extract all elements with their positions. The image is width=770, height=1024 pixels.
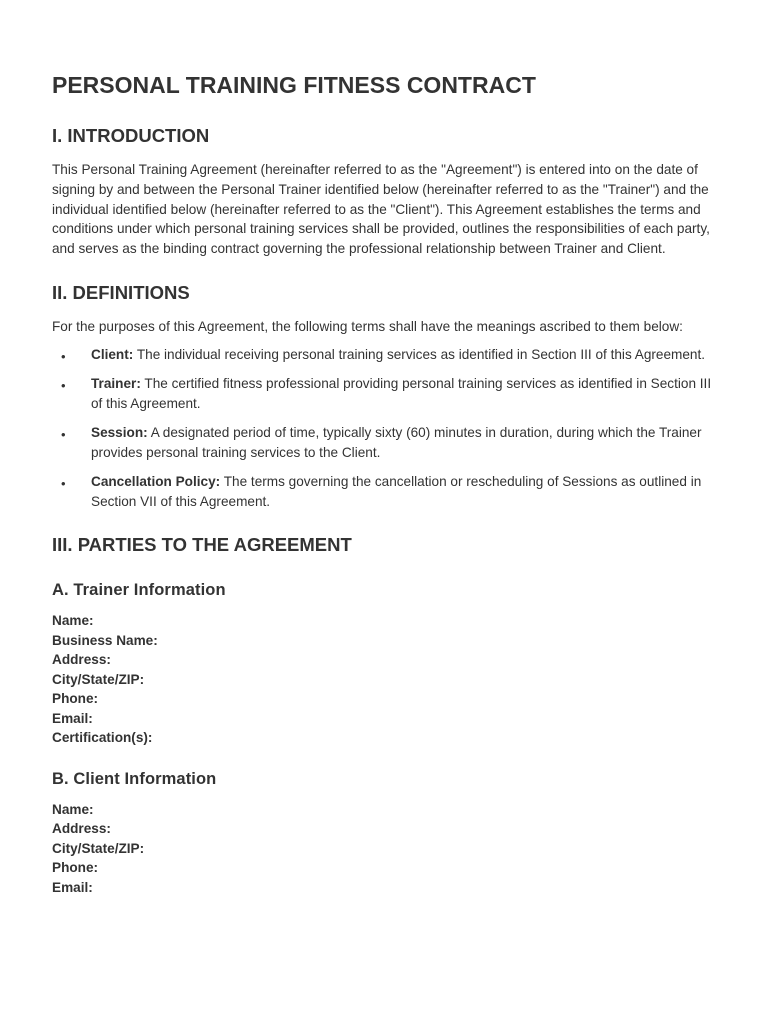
definition-text: The terms governing the cancellation or rescheduling of Sessions as outlined in Section VII of this Agreement. xyxy=(91,474,702,510)
definition-term: Cancellation Policy: xyxy=(91,474,221,490)
trainer-name-label: Name: xyxy=(52,613,94,629)
definition-item-client xyxy=(52,345,720,365)
parties-section xyxy=(52,533,720,897)
trainer-information-heading: A. Trainer Information xyxy=(52,581,226,600)
bullet-icon: • xyxy=(61,427,66,443)
definition-text: A designated period of time, typically sixty (60) minutes in duration, during which the Trainer provides personal training services to the Client. xyxy=(91,425,702,460)
trainer-phone-label: Phone: xyxy=(52,691,99,707)
definitions-heading: II. DEFINITIONS xyxy=(52,281,190,303)
definitions-section xyxy=(52,281,720,512)
trainer-information-block xyxy=(52,579,720,748)
bullet-icon: • xyxy=(61,348,66,364)
client-name-label: Name: xyxy=(52,801,94,817)
definitions-list xyxy=(52,345,720,512)
client-city-state-zip-label: City/State/ZIP: xyxy=(52,840,145,856)
client-information-block xyxy=(52,768,720,898)
bullet-icon: • xyxy=(61,378,66,394)
client-phone-label: Phone: xyxy=(52,860,99,876)
trainer-city-state-zip-label: City/State/ZIP: xyxy=(52,671,145,687)
definition-term: Trainer: xyxy=(91,376,141,392)
client-information-heading: B. Client Information xyxy=(52,769,217,788)
trainer-business-name-label: Business Name: xyxy=(52,632,158,648)
client-address-label: Address: xyxy=(52,821,111,837)
parties-heading: III. PARTIES TO THE AGREEMENT xyxy=(52,534,352,556)
introduction-heading: I. INTRODUCTION xyxy=(52,125,210,146)
definition-item-session xyxy=(52,423,720,463)
definition-text: The individual receiving personal training services as identified in Section III of this Agreement. xyxy=(133,346,706,362)
introduction-text: This Personal Training Agreement (hereinafter referred to as the "Agreement") is entered into on the date of signing by and between the Personal Trainer identified below (hereinafter referred to as the "Trainer") and the individual identified below (hereinafter referred to as the "Client"). This Agreement establishes the terms and conditions under which personal training services shall be provided, outlines the responsibilities of each party, and serves as the binding contract governing the professional relationship between Trainer and Client. xyxy=(52,162,710,257)
trainer-certifications-label: Certification(s): xyxy=(52,730,153,746)
bullet-icon: • xyxy=(61,476,66,492)
definition-term: Client: xyxy=(91,346,134,362)
contract-page xyxy=(52,70,720,897)
trainer-email-label: Email: xyxy=(52,710,93,726)
definition-item-trainer xyxy=(52,374,720,414)
document-title: PERSONAL TRAINING FITNESS CONTRACT xyxy=(52,72,536,98)
definition-term: Session: xyxy=(91,425,148,441)
trainer-fields xyxy=(52,611,720,748)
client-fields xyxy=(52,800,720,898)
definition-item-cancellation-policy xyxy=(52,472,720,512)
client-email-label: Email: xyxy=(52,879,93,895)
definition-text: The certified fitness professional providing personal training services as identified in Section III of this Agreement. xyxy=(91,376,712,411)
trainer-address-label: Address: xyxy=(52,652,111,668)
definitions-intro: For the purposes of this Agreement, the following terms shall have the meanings ascribed to them below: xyxy=(52,318,683,334)
introduction-section xyxy=(52,124,720,259)
